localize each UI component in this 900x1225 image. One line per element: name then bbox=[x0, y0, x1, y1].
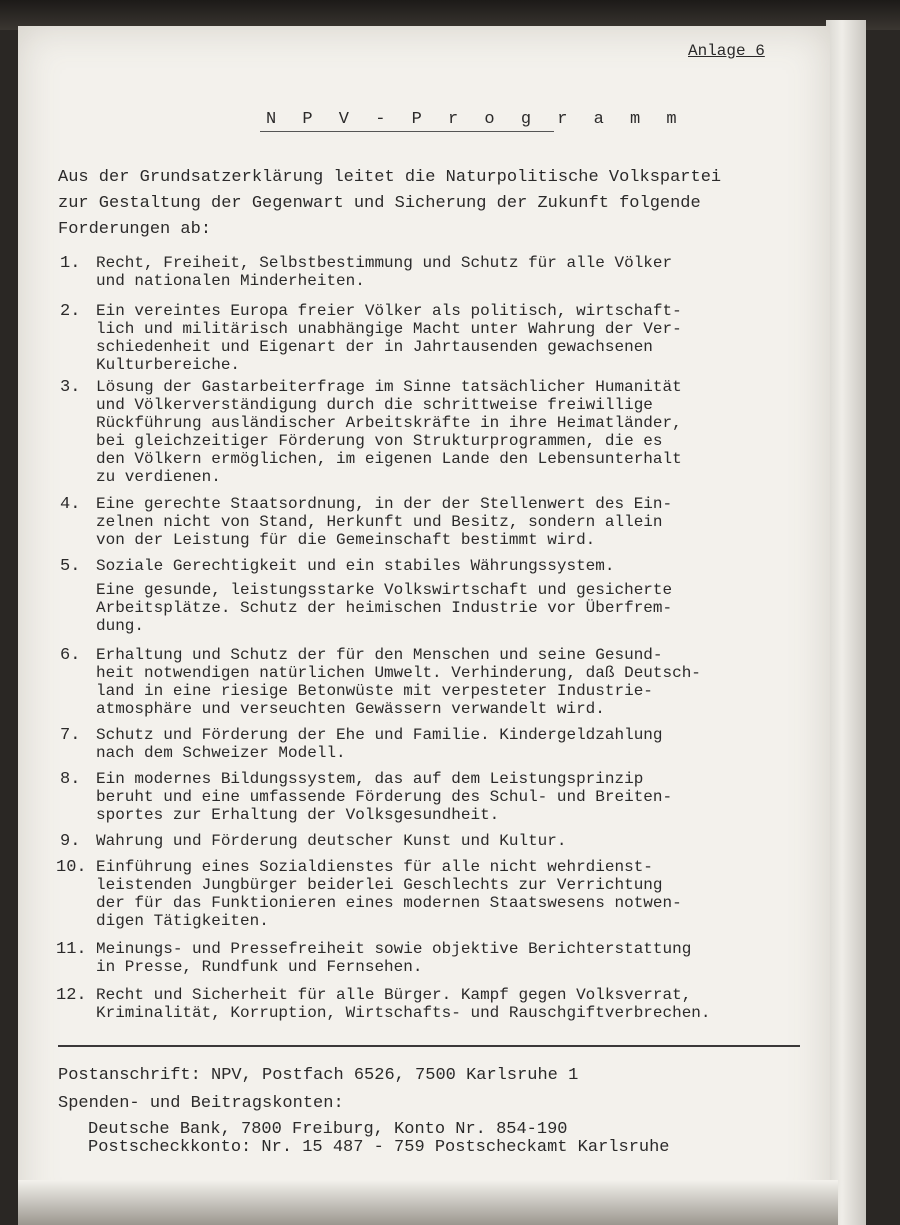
item-text-line: und Völkerverständigung durch die schrittweise freiwillige bbox=[96, 396, 653, 414]
item-number: 12. bbox=[56, 986, 87, 1005]
item-text-line: Soziale Gerechtigkeit und ein stabiles Währungssystem. bbox=[96, 557, 615, 575]
page-title: N P V - P r o g r a m m bbox=[266, 110, 685, 129]
item-text-line: Rückführung ausländischer Arbeitskräfte in ihre Heimatländer, bbox=[96, 414, 682, 432]
item-text-line: Schutz und Förderung der Ehe und Familie. Kindergeldzahlung bbox=[96, 726, 663, 744]
intro-line: Aus der Grundsatzerklärung leitet die Naturpolitische Volkspartei bbox=[58, 168, 722, 187]
item-number: 6. bbox=[60, 646, 81, 665]
item-text-line: in Presse, Rundfunk und Fernsehen. bbox=[96, 958, 423, 976]
item-text-line: digen Tätigkeiten. bbox=[96, 912, 269, 930]
item-text-line: heit notwendigen natürlichen Umwelt. Verhinderung, daß Deutsch- bbox=[96, 664, 701, 682]
item-text-line: bei gleichzeitiger Förderung von Strukturprogrammen, die es bbox=[96, 432, 663, 450]
item-text-line: Kriminalität, Korruption, Wirtschafts- und Rauschgiftverbrechen. bbox=[96, 1004, 711, 1022]
item-text-line: dung. bbox=[96, 617, 145, 635]
item-text-line: Einführung eines Sozialdienstes für alle nicht wehrdienst- bbox=[96, 858, 653, 876]
item-text-line: Eine gesunde, leistungsstarke Volkswirtschaft und gesicherte bbox=[96, 581, 673, 599]
item-text-line: zu verdienen. bbox=[96, 468, 221, 486]
page-bottom-shadow bbox=[18, 1180, 838, 1225]
item-number: 4. bbox=[60, 495, 81, 514]
item-number: 8. bbox=[60, 770, 81, 789]
item-text-line: Arbeitsplätze. Schutz der heimischen Industrie vor Überfrem- bbox=[96, 599, 673, 617]
footer-divider bbox=[58, 1045, 800, 1047]
item-text-line: Meinungs- und Pressefreiheit sowie objektive Berichterstattung bbox=[96, 940, 692, 958]
item-number: 11. bbox=[56, 940, 87, 959]
item-text-line: Kulturbereiche. bbox=[96, 356, 241, 374]
annex-label: Anlage 6 bbox=[688, 42, 765, 60]
intro-line: Forderungen ab: bbox=[58, 220, 212, 239]
item-text-line: schiedenheit und Eigenart der in Jahrtausenden gewachsenen bbox=[96, 338, 653, 356]
item-text-line: der für das Funktionieren eines modernen Staatswesens notwen- bbox=[96, 894, 682, 912]
item-text-line: Erhaltung und Schutz der für den Menschen und seine Gesund- bbox=[96, 646, 663, 664]
item-number: 9. bbox=[60, 832, 81, 851]
postal-address: Postanschrift: NPV, Postfach 6526, 7500 Karlsruhe 1 bbox=[58, 1066, 579, 1085]
item-text-line: nach dem Schweizer Modell. bbox=[96, 744, 346, 762]
item-text-line: Ein modernes Bildungssystem, das auf dem Leistungsprinzip bbox=[96, 770, 644, 788]
item-text-line: zelnen nicht von Stand, Herkunft und Besitz, sondern allein bbox=[96, 513, 663, 531]
postcheck-account: Postscheckkonto: Nr. 15 487 - 759 Postscheckamt Karlsruhe bbox=[88, 1138, 670, 1157]
item-text-line: lich und militärisch unabhängige Macht unter Wahrung der Ver- bbox=[96, 320, 682, 338]
item-text-line: Wahrung und Förderung deutscher Kunst und Kultur. bbox=[96, 832, 567, 850]
item-text-line: von der Leistung für die Gemeinschaft bestimmt wird. bbox=[96, 531, 596, 549]
item-number: 7. bbox=[60, 726, 81, 745]
item-number: 1. bbox=[60, 254, 81, 273]
intro-line: zur Gestaltung der Gegenwart und Sicherung der Zukunft folgende bbox=[58, 194, 701, 213]
page-edge bbox=[826, 20, 866, 1225]
item-text-line: sportes zur Erhaltung der Volksgesundheit. bbox=[96, 806, 500, 824]
item-text-line: Recht, Freiheit, Selbstbestimmung und Schutz für alle Völker bbox=[96, 254, 673, 272]
item-number: 2. bbox=[60, 302, 81, 321]
item-text-line: Ein vereintes Europa freier Völker als politisch, wirtschaft- bbox=[96, 302, 682, 320]
item-number: 3. bbox=[60, 378, 81, 397]
item-text-line: den Völkern ermöglichen, im eigenen Lande den Lebensunterhalt bbox=[96, 450, 682, 468]
item-text-line: atmosphäre und verseuchten Gewässern verwandelt wird. bbox=[96, 700, 605, 718]
item-number: 10. bbox=[56, 858, 87, 877]
item-text-line: land in eine riesige Betonwüste mit verpesteter Industrie- bbox=[96, 682, 653, 700]
title-underline bbox=[260, 131, 554, 132]
item-number: 5. bbox=[60, 557, 81, 576]
accounts-heading: Spenden- und Beitragskonten: bbox=[58, 1094, 344, 1113]
item-text-line: und nationalen Minderheiten. bbox=[96, 272, 365, 290]
item-text-line: beruht und eine umfassende Förderung des Schul- und Breiten- bbox=[96, 788, 673, 806]
item-text-line: Eine gerechte Staatsordnung, in der der Stellenwert des Ein- bbox=[96, 495, 673, 513]
bank-account: Deutsche Bank, 7800 Freiburg, Konto Nr. 854-190 bbox=[88, 1120, 568, 1139]
item-text-line: Lösung der Gastarbeiterfrage im Sinne tatsächlicher Humanität bbox=[96, 378, 682, 396]
item-text-line: leistenden Jungbürger beiderlei Geschlechts zur Verrichtung bbox=[96, 876, 663, 894]
item-text-line: Recht und Sicherheit für alle Bürger. Kampf gegen Volksverrat, bbox=[96, 986, 692, 1004]
